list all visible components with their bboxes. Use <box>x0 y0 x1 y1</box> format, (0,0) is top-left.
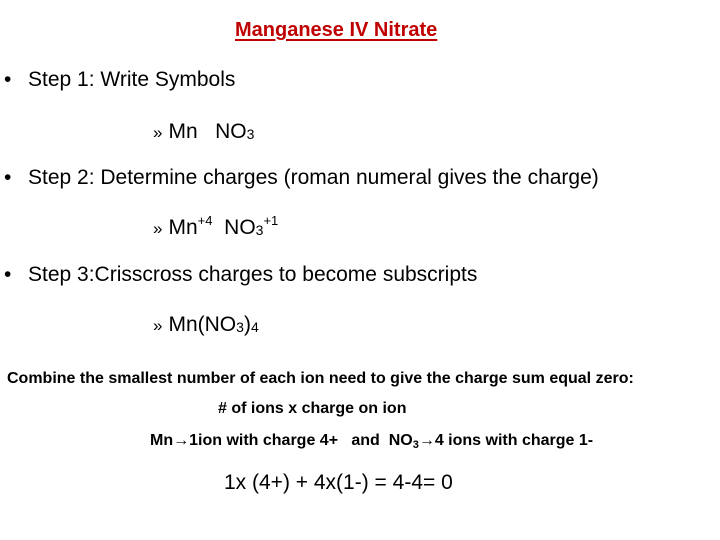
bullet-icon: • <box>4 68 12 91</box>
step-2-formula: » $Mn^{+4}$ $NO_3^{+1}$ <box>153 213 279 239</box>
step-2-bullet <box>0 166 599 190</box>
step-3-bullet <box>0 263 477 287</box>
note-line-1: Combine the smallest number of each ion need to give the charge sum equal zero: <box>7 370 634 387</box>
step-3-label: Step 3:Crisscross charges to become subscripts <box>28 263 478 286</box>
step-3-formula: » $Mn(NO_3)_4$ <box>153 313 259 336</box>
sub-bullet-icon: » <box>153 219 163 238</box>
sub-bullet-icon: » <box>153 123 163 142</box>
note-line-3: Mn→1ion with charge 4+ and $NO_3\to 4$ ions with charge 1- <box>150 432 594 451</box>
step-1-bullet <box>0 68 235 92</box>
sub-bullet-icon: » <box>153 316 163 335</box>
charge-balance-equation: 1x (4+) + 4x(1-) = 4-4= 0 <box>224 471 453 494</box>
step-1-label: Step 1: Write Symbols <box>28 68 236 91</box>
bullet-icon: • <box>4 263 12 286</box>
note-line-2: # of ions x charge on ion <box>218 400 407 417</box>
step-2-label: Step 2: Determine charges (roman numeral gives the charge) <box>28 166 599 189</box>
bullet-icon: • <box>4 166 12 189</box>
slide-title: Manganese IV Nitrate <box>235 19 438 41</box>
step-1-formula: » Mn $NO_3$ <box>153 120 255 143</box>
